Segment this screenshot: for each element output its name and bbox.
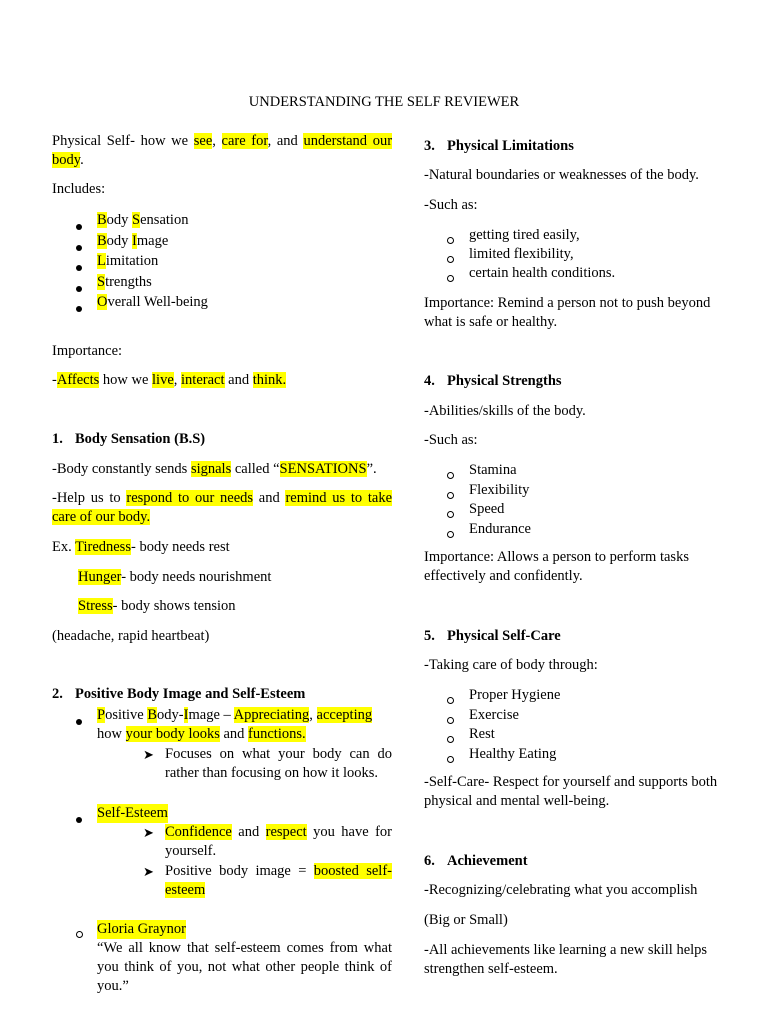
circle-bullet-icon [447, 256, 454, 263]
help-paragraph: -Help us to respond to our needs and remind us to take care of our body. [52, 490, 393, 525]
section-2-heading: 2. Positive Body Image and Self-Esteem [52, 686, 306, 702]
such-as-label: -Such as: [424, 197, 478, 213]
bullet-icon [76, 306, 82, 312]
circle-bullet-icon [447, 756, 454, 763]
achievement-definition: -Recognizing/celebrating what you accomplish [424, 882, 698, 898]
section-3-heading: 3. Physical Limitations [424, 138, 574, 154]
arrow-bullet-icon: ➤ [143, 864, 154, 879]
limitations-definition: -Natural boundaries or weaknesses of the body. [424, 167, 699, 183]
example-stress: Stress- body shows tension [78, 598, 236, 614]
bullet-icon [76, 224, 82, 230]
bullet-icon [76, 817, 82, 823]
importance-label: Importance: [52, 343, 123, 359]
list-item: Flexibility [447, 481, 734, 501]
arrow-bullet-icon: ➤ [143, 825, 154, 840]
bullet-icon [76, 245, 82, 251]
circle-bullet-icon [447, 492, 454, 499]
circle-bullet-icon [76, 931, 83, 938]
list-item: Endurance [447, 520, 734, 540]
circle-bullet-icon [447, 531, 454, 538]
strengths-definition: -Abilities/skills of the body. [424, 403, 586, 419]
list-item: Overall Well-being [76, 293, 392, 314]
list-item: Stamina [447, 461, 734, 481]
signals-line: -Body constantly sends signals called “SENSATIONS”. [52, 461, 377, 477]
bullet-icon [76, 719, 82, 725]
list-item: Strengths [76, 273, 392, 294]
selfcare-note: -Self-Care- Respect for yourself and supports both physical and mental well-being. [424, 774, 718, 809]
arrow-bullet-icon: ➤ [143, 747, 154, 762]
section-1-heading: 1. Body Sensation (B.S) [52, 431, 206, 447]
affects-line: -Affects how we live, interact and think. [52, 372, 287, 388]
bullet-icon [76, 286, 82, 292]
limitations-list [447, 226, 734, 283]
list-item: Limitation [76, 252, 392, 273]
includes-label: Includes: [52, 181, 106, 197]
section-5-heading: 5. Physical Self-Care [424, 628, 561, 644]
circle-bullet-icon [447, 237, 454, 244]
list-item: Rest [447, 725, 734, 745]
list-item: Exercise [447, 706, 734, 726]
symptoms-note: (headache, rapid heartbeat) [52, 628, 210, 644]
bullet-icon [76, 265, 82, 271]
list-item: Proper Hygiene [447, 686, 734, 706]
big-or-small: (Big or Small) [424, 912, 508, 928]
list-item: Speed [447, 500, 734, 520]
page-title: UNDERSTANDING THE SELF REVIEWER [248, 94, 520, 110]
circle-bullet-icon [447, 511, 454, 518]
list-item: Body Image [76, 232, 392, 253]
circle-bullet-icon [447, 472, 454, 479]
circle-bullet-icon [447, 736, 454, 743]
limitations-importance: Importance: Remind a person not to push beyond what is safe or healthy. [424, 295, 711, 330]
strengths-list [447, 461, 734, 539]
circle-bullet-icon [447, 697, 454, 704]
example-hunger: Hunger- body needs nourishment [78, 569, 272, 585]
circle-bullet-icon [447, 275, 454, 282]
circle-bullet-icon [447, 717, 454, 724]
such-as-label: -Such as: [424, 432, 478, 448]
selfcare-definition: -Taking care of body through: [424, 657, 598, 673]
selfcare-list [447, 686, 734, 764]
physical-self-definition: Physical Self- how we see, care for, and understand our body. [52, 133, 393, 168]
includes-list [76, 211, 392, 314]
list-item: limited flexibility, [447, 245, 734, 264]
list-item: Body Sensation [76, 211, 392, 232]
example-tiredness: Ex. Tiredness- body needs rest [52, 539, 230, 555]
list-item: getting tired easily, [447, 226, 734, 245]
achievement-note: -All achievements like learning a new skill helps strengthen self-esteem. [424, 942, 708, 977]
section-6-heading: 6. Achievement [424, 853, 528, 869]
list-item: Healthy Eating [447, 745, 734, 765]
gloria-quote: “We all know that self-esteem comes from what you think of you, not what other people think of you.” [97, 940, 392, 994]
list-item: certain health conditions. [447, 264, 734, 283]
section-4-heading: 4. Physical Strengths [424, 373, 562, 389]
strengths-importance: Importance: Allows a person to perform tasks effectively and confidently. [424, 549, 689, 584]
